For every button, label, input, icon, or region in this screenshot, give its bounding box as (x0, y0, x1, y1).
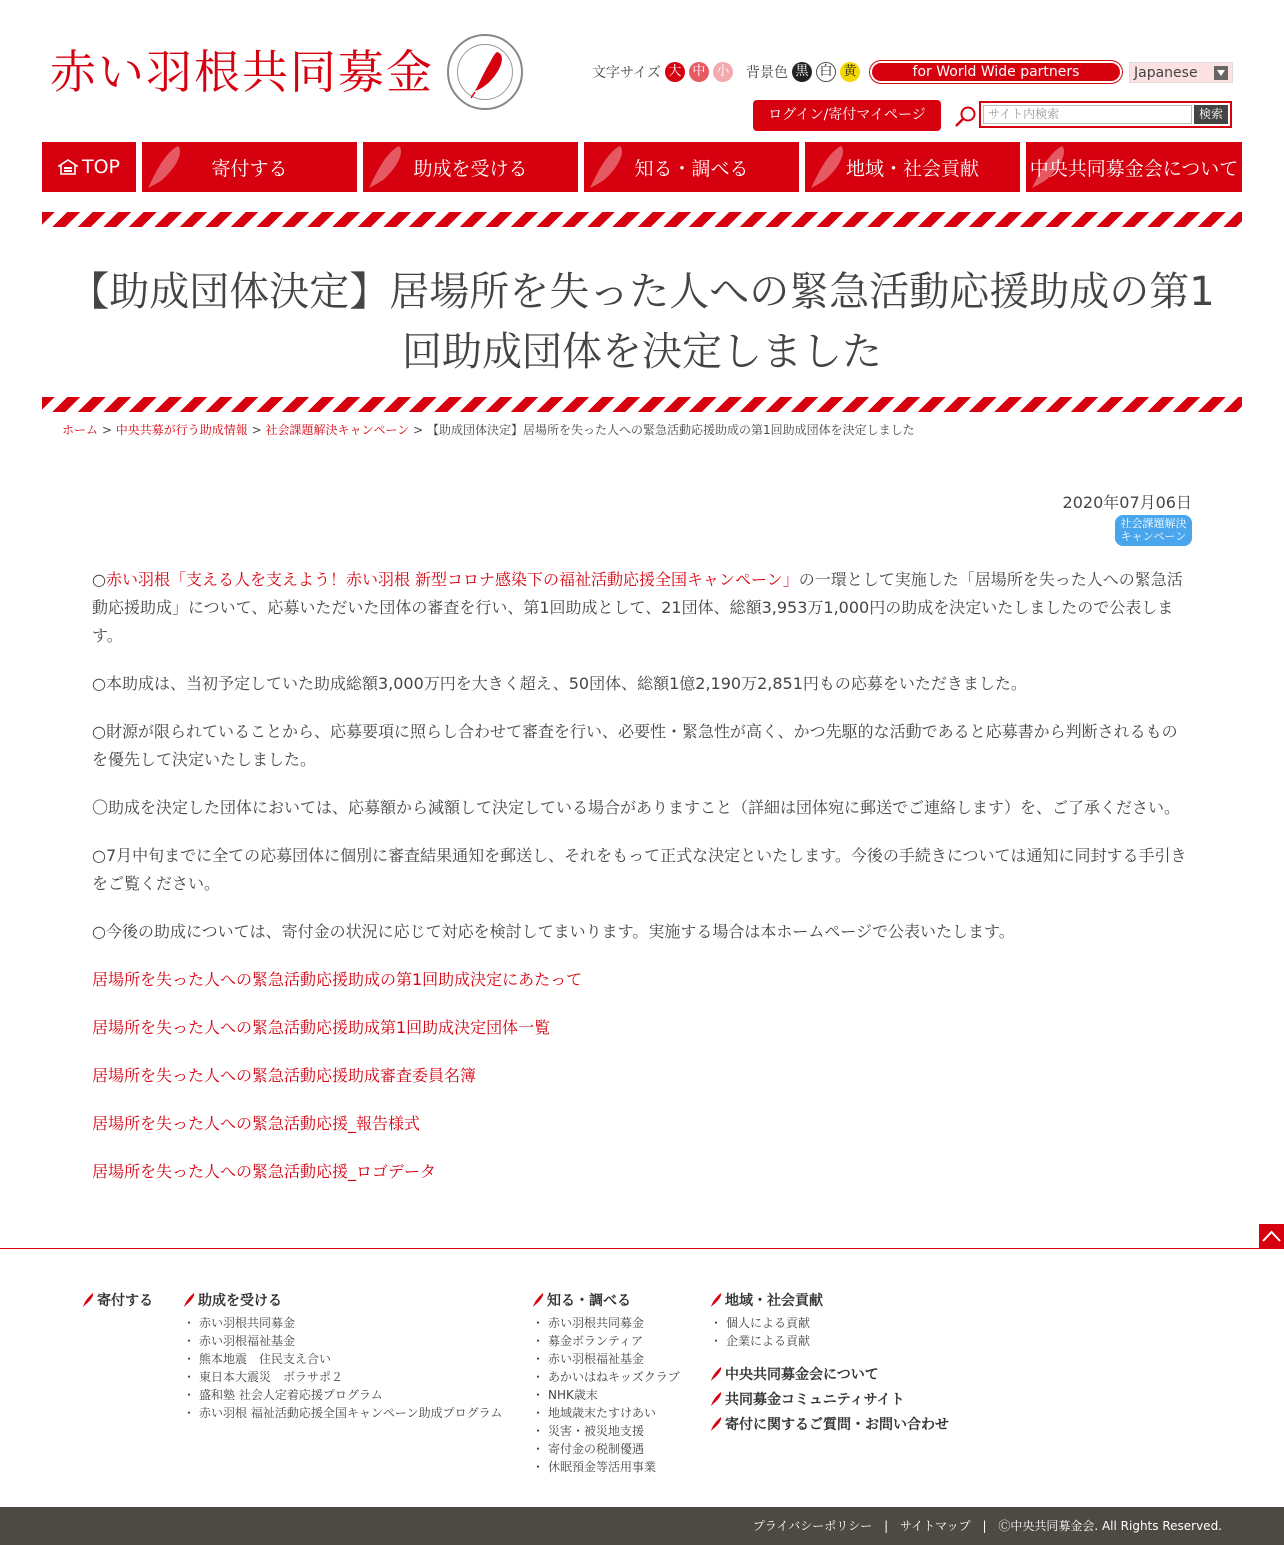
nav-about[interactable] (1026, 142, 1242, 192)
paragraph: ○赤い羽根「支える人を支えよう！赤い羽根 新型コロナ感染下の福祉活動応援全国キャンペーン」の一環として実施した「居場所を失った人への緊急活動応援助成」について、応募いただいた団体の審査を行い、第1回助成として、21団体、総額3,953万1,000円の助成を決定いたしましたので公表します。 (92, 570, 1183, 645)
feather-icon (1028, 144, 1068, 190)
login-button[interactable]: ログイン/寄付マイページ (753, 100, 941, 131)
home-icon (58, 159, 78, 175)
font-size-control (592, 62, 733, 82)
sitemap-link[interactable]: サイトマップ (899, 1519, 971, 1533)
feather-icon (183, 1293, 195, 1307)
footer-link[interactable]: ・ 赤い羽根 福祉活動応援全国キャンペーン助成プログラム (183, 1404, 502, 1422)
dropdown-arrow-icon (1214, 66, 1228, 80)
footer-link[interactable]: ・ 赤い羽根福祉基金 (532, 1350, 680, 1368)
feather-icon (710, 1417, 722, 1431)
search-icon (952, 104, 978, 128)
font-size-small-button[interactable]: 小 (713, 62, 733, 82)
page-top-button[interactable] (1259, 1224, 1284, 1248)
footer-link-about[interactable]: 中央共同募金会について (710, 1364, 949, 1384)
breadcrumb-grant-info[interactable]: 中央共募が行う助成情報 (115, 423, 248, 437)
logo-seal-icon (447, 34, 523, 110)
search-form (979, 101, 1232, 128)
footer-col-grant (183, 1290, 502, 1422)
site-logo[interactable] (50, 36, 434, 102)
main-nav (42, 142, 1242, 192)
breadcrumb-sep: > (101, 423, 112, 437)
footer-link[interactable]: ・ 赤い羽根共同募金 (183, 1314, 502, 1332)
bg-white-button[interactable]: 白 (816, 62, 836, 82)
feather-icon (710, 1367, 722, 1381)
breadcrumb-sep: > (413, 423, 424, 437)
feather-icon (82, 1293, 94, 1307)
footer-col-donate (82, 1290, 153, 1314)
feather-icon (532, 1293, 544, 1307)
language-value: Japanese (1134, 65, 1198, 81)
footer-link[interactable]: ・ 災害・被災地支援 (532, 1422, 680, 1440)
bg-color-label: 背景色 (746, 65, 788, 81)
paragraph: ○7月中旬までに全ての応募団体に個別に審査結果通知を郵送し、それをもって正式な決定といたします。今後の手続きについては通知に同封する手引きをご覧ください。 (92, 846, 1187, 893)
chevron-up-icon (1259, 1224, 1284, 1248)
breadcrumb-home[interactable]: ホーム (62, 423, 99, 437)
nav-community-label: 地域・社会貢献 (845, 157, 979, 180)
divider: | (884, 1519, 889, 1533)
footer-link-donate[interactable]: 寄付する (82, 1290, 153, 1310)
nav-about-label: 中央共同募金会について (1029, 157, 1239, 180)
footer-link-community-site[interactable]: 共同募金コミュニティサイト (710, 1389, 949, 1409)
feather-icon (710, 1293, 722, 1307)
footer-link[interactable]: ・ 盛和塾 社会人定着応援プログラム (183, 1386, 502, 1404)
post-date: 2020年07月06日 (1062, 493, 1192, 512)
tag-line2: キャンペーン (1120, 530, 1187, 543)
search-button[interactable]: 検索 (1194, 105, 1228, 124)
footer-link-grant[interactable]: 助成を受ける (183, 1290, 502, 1310)
footer-link[interactable]: ・ あかいはねキッズクラブ (532, 1368, 680, 1386)
feather-icon (365, 144, 405, 190)
world-wide-partners-button[interactable]: for World Wide partners (870, 61, 1122, 83)
feather-icon (144, 144, 184, 190)
paragraph: ○財源が限られていることから、応募要項に照らし合わせて審査を行い、必要性・緊急性が高く、かつ先駆的な活動であると応募書から判断されるものを優先して決定いたしました。 (92, 722, 1178, 769)
tag-line1: 社会課題解決 (1120, 517, 1187, 530)
footer-link[interactable]: ・ 募金ボランティア (532, 1332, 680, 1350)
feather-icon (807, 144, 847, 190)
nav-receive-grant-label: 助成を受ける (413, 157, 528, 180)
nav-learn-label: 知る・調べる (634, 157, 749, 180)
footer-col-learn (532, 1290, 680, 1476)
paragraph: ○本助成は、当初予定していた助成総額3,000万円を大きく超え、50団体、総額1億2,190万2,851円もの応募をいただきました。 (92, 674, 1027, 693)
paragraph: 〇助成を決定した団体においては、応募額から減額して決定している場合がありますこと（詳細は団体宛に郵送でご連絡します）を、ご了承ください。 (92, 798, 1181, 817)
paragraph: ○今後の助成については、寄付金の状況に応じて対応を検討してまいります。実施する場合は本ホームページで公表いたします。 (92, 922, 1015, 941)
font-size-large-button[interactable]: 大 (665, 62, 685, 82)
feather-icon (710, 1392, 722, 1406)
privacy-policy-link[interactable]: プライバシーポリシー (752, 1519, 873, 1533)
doc-link-committee[interactable]: 居場所を失った人への緊急活動応援助成審査委員名簿 (92, 1066, 477, 1085)
feather-icon (586, 144, 626, 190)
footer-link[interactable]: ・ 個人による貢献 (710, 1314, 949, 1332)
footer-link[interactable]: ・ 東日本大震災 ボラサポ２ (183, 1368, 502, 1386)
nav-receive-grant[interactable] (363, 142, 578, 192)
doc-link-report-form[interactable]: 居場所を失った人への緊急活動応援_報告様式 (92, 1114, 421, 1133)
footer-link[interactable]: ・ 熊本地震 住民支え合い (183, 1350, 502, 1368)
breadcrumb-campaign[interactable]: 社会課題解決キャンペーン (265, 423, 410, 437)
page-title (42, 262, 1242, 382)
nav-community[interactable] (805, 142, 1020, 192)
article-body (92, 566, 1192, 1206)
footer-link-contact[interactable]: 寄付に関するご質問・お問い合わせ (710, 1414, 949, 1434)
bg-color-control (746, 62, 860, 82)
nav-top-label: TOP (81, 156, 121, 178)
footer-col-community (710, 1290, 949, 1438)
footer-link-learn[interactable]: 知る・調べる (532, 1290, 680, 1310)
doc-link-announcement[interactable]: 居場所を失った人への緊急活動応援助成の第1回助成決定にあたって (92, 970, 583, 989)
divider: | (982, 1519, 987, 1533)
doc-link-logo-data[interactable]: 居場所を失った人への緊急活動応援_ロゴデータ (92, 1162, 437, 1181)
footer-link[interactable]: ・ 赤い羽根共同募金 (532, 1314, 680, 1332)
footer-divider (0, 1248, 1284, 1249)
stripe-divider (42, 397, 1242, 412)
footer-link[interactable]: ・ 寄付金の税制優遇 (532, 1440, 680, 1458)
nav-donate-label: 寄付する (211, 157, 288, 180)
bg-black-button[interactable]: 黒 (792, 62, 812, 82)
page-title-line2: 回助成団体を決定しました (402, 329, 882, 375)
copyright-text: Ⓒ中央共同募金会. All Rights Reserved. (998, 1519, 1222, 1533)
logo-text: 赤い羽根共同募金 (50, 45, 434, 99)
language-select[interactable] (1129, 62, 1233, 83)
bg-yellow-button[interactable]: 黄 (840, 62, 860, 82)
stripe-divider (42, 212, 1242, 227)
breadcrumb (62, 421, 915, 438)
footer-link[interactable]: ・ 休眠預金等活用事業 (532, 1458, 680, 1476)
search-input[interactable]: サイト内検索 (983, 105, 1192, 124)
footer-link-community[interactable]: 地域・社会貢献 (710, 1290, 949, 1310)
copyright-bar (0, 1507, 1284, 1545)
campaign-link[interactable]: 赤い羽根「支える人を支えよう！赤い羽根 新型コロナ感染下の福祉活動応援全国キャンペーン」 (105, 570, 799, 589)
breadcrumb-current: 【助成団体決定】居場所を失った人への緊急活動応援助成の第1回助成団体を決定しました (426, 423, 915, 437)
category-tag[interactable] (1115, 515, 1192, 546)
footer-link[interactable]: ・ NHK歳末 (532, 1386, 680, 1404)
font-size-label: 文字サイズ (592, 65, 661, 81)
page-title-line1: 【助成団体決定】居場所を失った人への緊急活動応援助成の第1 (69, 269, 1215, 315)
nav-learn[interactable] (584, 142, 799, 192)
nav-top[interactable] (42, 142, 136, 192)
footer-link[interactable]: ・ 赤い羽根福祉基金 (183, 1332, 502, 1350)
footer-link[interactable]: ・ 企業による貢献 (710, 1332, 949, 1350)
font-size-medium-button[interactable]: 中 (689, 62, 709, 82)
nav-donate[interactable] (142, 142, 357, 192)
breadcrumb-sep: > (251, 423, 262, 437)
doc-link-group-list[interactable]: 居場所を失った人への緊急活動応援助成第1回助成決定団体一覧 (92, 1018, 551, 1037)
footer-link[interactable]: ・ 地域歳末たすけあい (532, 1404, 680, 1422)
